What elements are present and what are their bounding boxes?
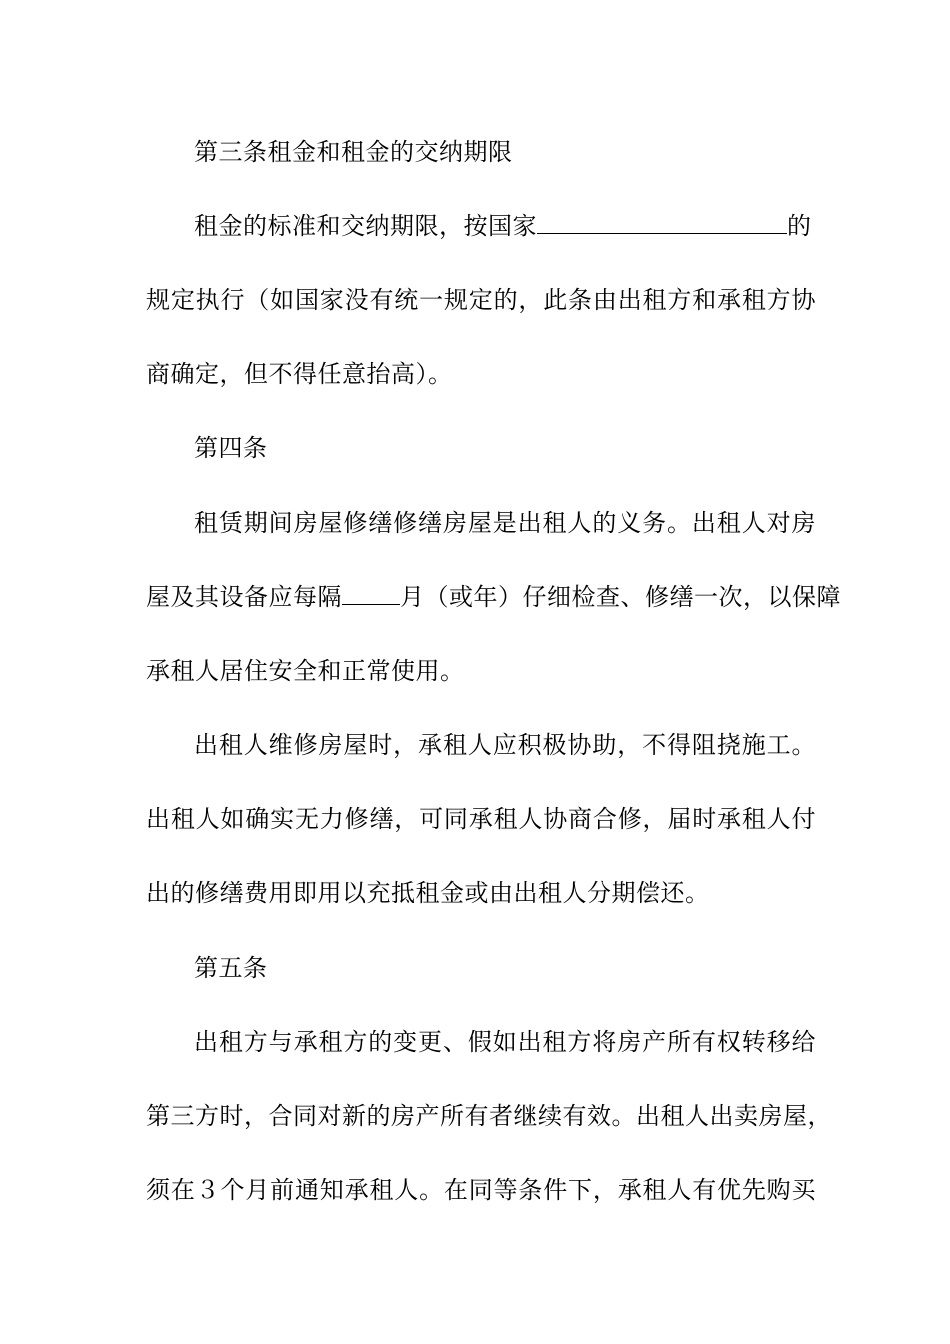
fill-in-blank xyxy=(537,211,787,234)
paragraph-line xyxy=(146,1174,816,1206)
fill-in-blank xyxy=(342,582,400,605)
paragraph-line xyxy=(146,877,816,909)
paragraph-text: 出租方与承租方的变更、假如出租方将房产所有权转移给 xyxy=(194,1028,816,1056)
heading-text: 第四条 xyxy=(194,434,268,462)
paragraph-line xyxy=(146,358,816,390)
paragraph-text: 屋及其设备应每隔 xyxy=(146,583,342,611)
paragraph-line xyxy=(194,729,816,761)
paragraph-text: 月（或年）仔细检查、修缮一次，以保障 xyxy=(400,583,841,611)
paragraph-text: 的 xyxy=(787,212,812,240)
paragraph-line xyxy=(146,655,816,687)
heading-text: 第三条租金和租金的交纳期限 xyxy=(194,138,513,166)
article-3-heading xyxy=(194,136,816,168)
article-5-heading xyxy=(194,952,816,984)
paragraph-line xyxy=(146,284,816,316)
paragraph-text: 出租人维修房屋时，承租人应积极协助，不得阻挠施工。 xyxy=(194,731,816,759)
paragraph-text: 出租人如确实无力修缮，可同承租人协商合修，届时承租人付 xyxy=(146,805,816,833)
paragraph-line xyxy=(194,1026,816,1058)
paragraph-line xyxy=(146,581,841,613)
paragraph-text: 租金的标准和交纳期限，按国家 xyxy=(194,212,537,240)
heading-text: 第五条 xyxy=(194,954,268,982)
paragraph-text: 商确定，但不得任意抬高）。 xyxy=(146,360,453,388)
article-4-heading xyxy=(194,432,816,464)
paragraph-text: 须在３个月前通知承租人。在同等条件下，承租人有优先购买 xyxy=(146,1176,816,1204)
paragraph-line xyxy=(194,210,816,242)
paragraph-text: 承租人居住安全和正常使用。 xyxy=(146,657,465,685)
paragraph-text: 规定执行（如国家没有统一规定的，此条由出租方和承租方协 xyxy=(146,286,816,314)
paragraph-line xyxy=(146,803,816,835)
paragraph-text: 第三方时，合同对新的房产所有者继续有效。出租人出卖房屋， xyxy=(146,1102,832,1130)
paragraph-line xyxy=(146,1100,832,1132)
paragraph-text: 出的修缮费用即用以充抵租金或由出租人分期偿还。 xyxy=(146,879,710,907)
paragraph-line xyxy=(194,507,816,539)
paragraph-text: 租赁期间房屋修缮修缮房屋是出租人的义务。出租人对房 xyxy=(194,509,816,537)
